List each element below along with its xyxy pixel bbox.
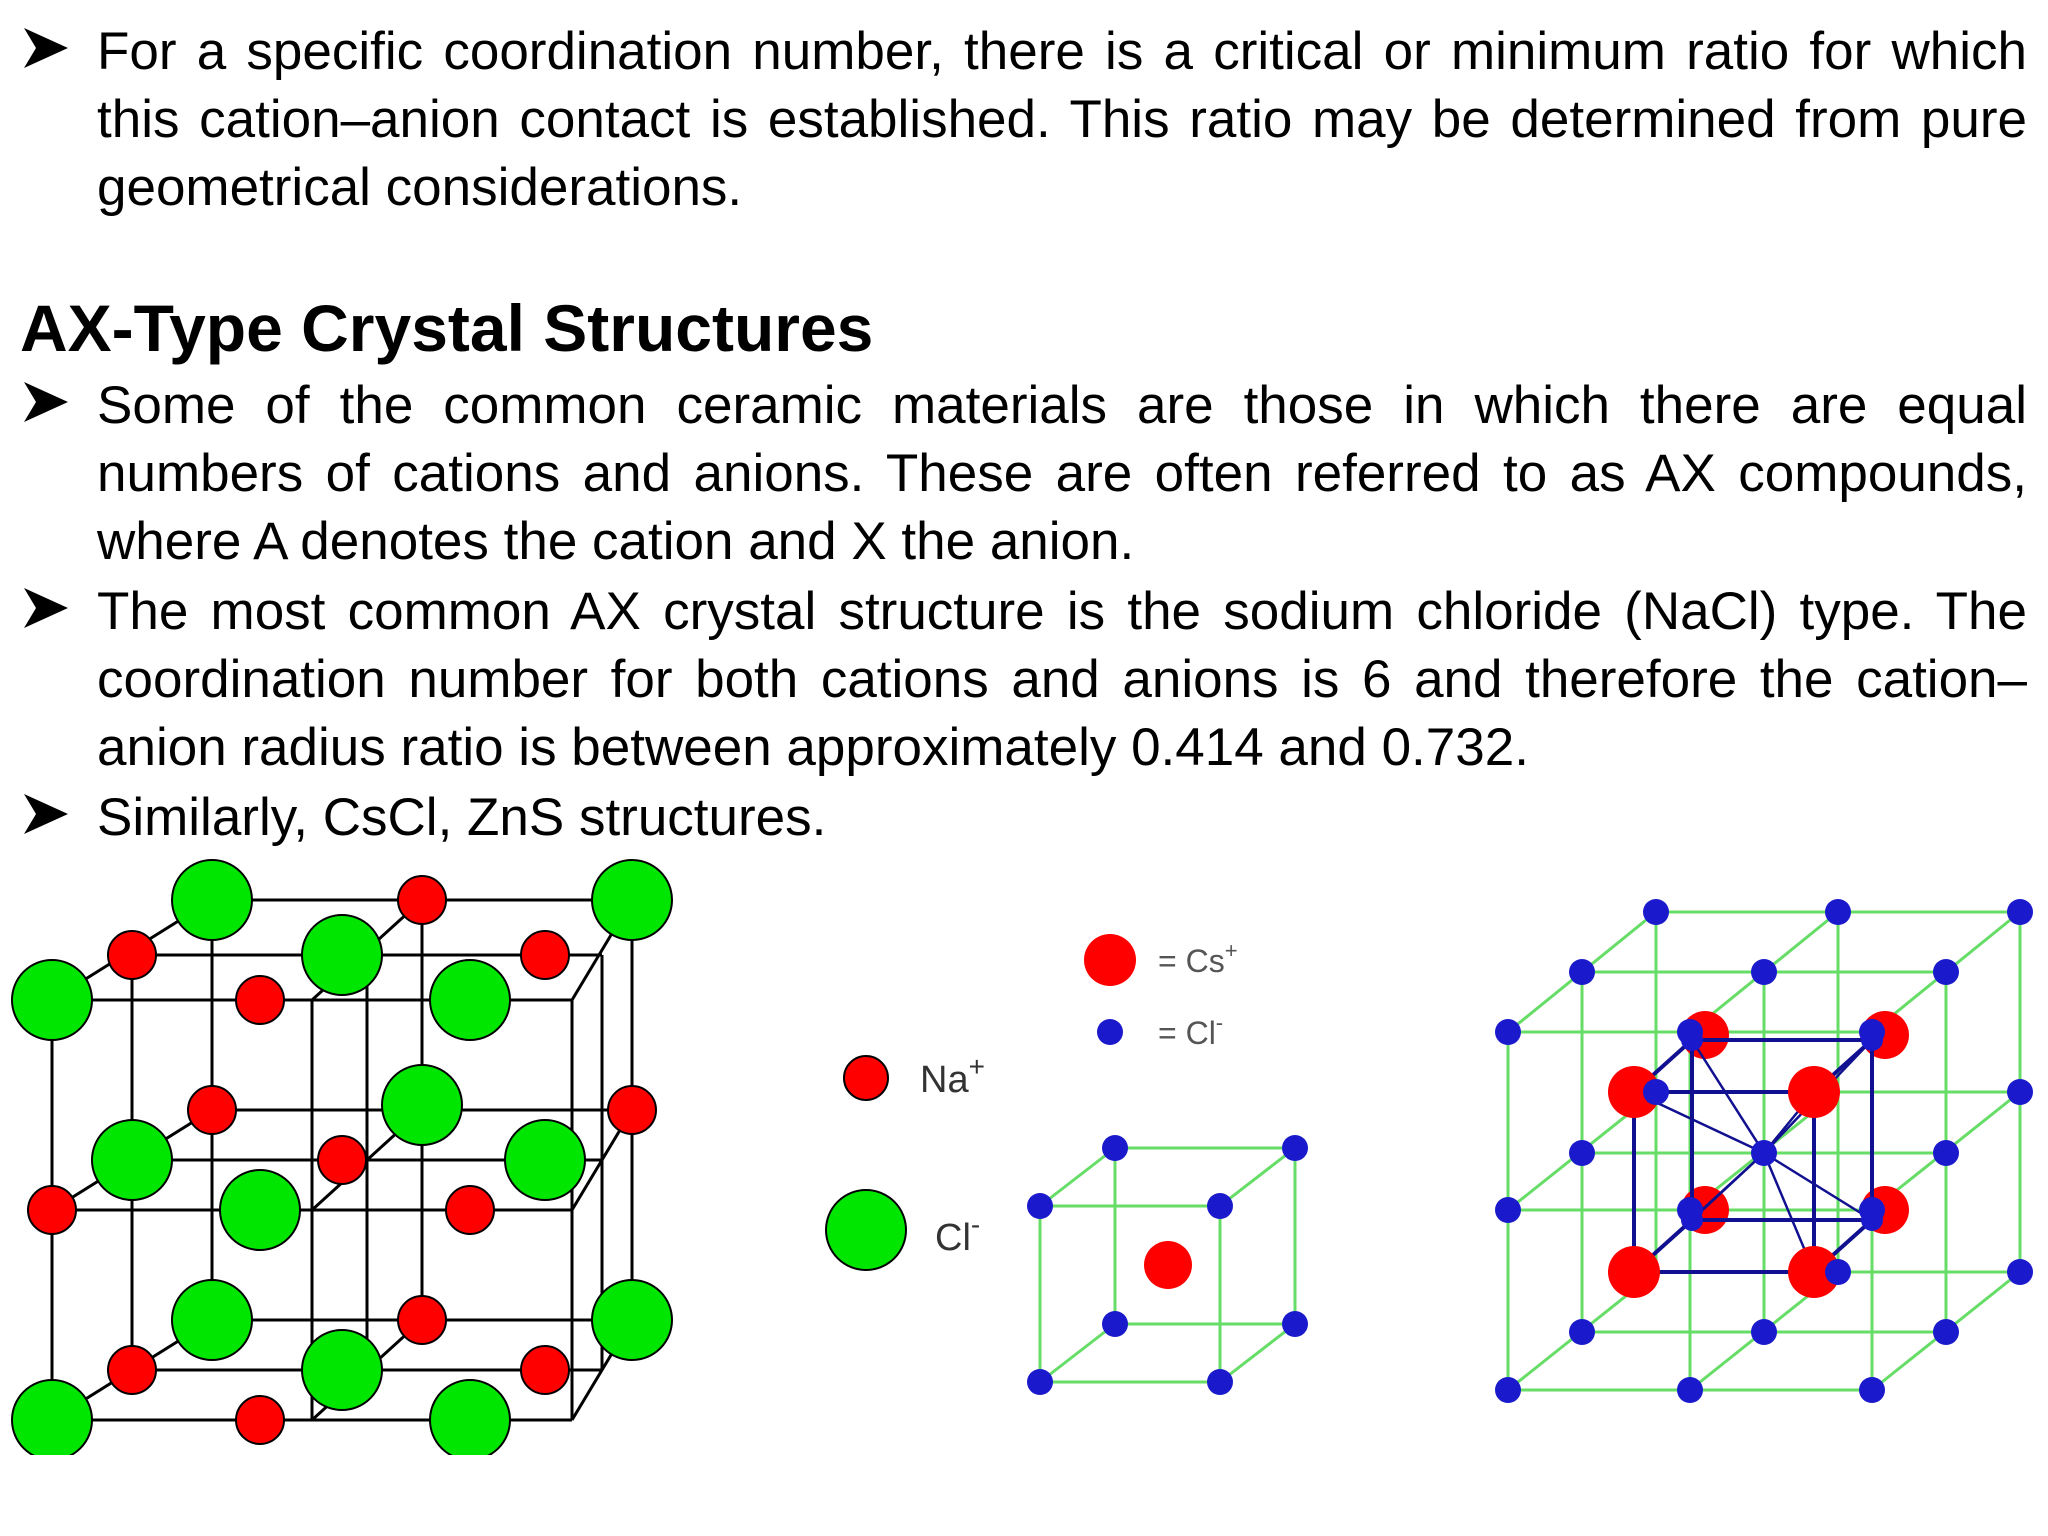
chloride-ion-blue [1495, 1377, 1521, 1403]
chloride-ion [172, 1280, 252, 1360]
chloride-ion-blue [1751, 1319, 1777, 1345]
sodium-ion [236, 976, 284, 1024]
chloride-ion-blue [2007, 1079, 2033, 1105]
nacl-lattice [12, 860, 672, 1455]
chloride-ion-blue [1495, 1197, 1521, 1223]
chloride-ion-blue [2007, 1259, 2033, 1285]
chloride-ion-blue [1569, 1140, 1595, 1166]
chloride-ion [592, 860, 672, 940]
sodium-ion [608, 1086, 656, 1134]
legend-cl-charge: - [1215, 1010, 1224, 1035]
sodium-ion [318, 1136, 366, 1184]
svg-text:Cl- [935, 1209, 980, 1259]
chloride-ion-blue [1102, 1135, 1128, 1161]
sodium-ion [236, 1396, 284, 1444]
sodium-ion [28, 1186, 76, 1234]
sodium-ion [108, 931, 156, 979]
chloride-ion-blue [1643, 1079, 1669, 1105]
chloride-ion [592, 1280, 672, 1360]
chloride-ion [430, 1380, 510, 1455]
intro-bullet-text: For a specific coordination number, there is a critical or minimum ratio for which this cation–anion contact is established. This ratio may be determined from pure geometrical considerations. [97, 22, 2027, 217]
legend-chloride-charge: - [970, 1209, 981, 1240]
arrowhead-bullet-icon [22, 792, 70, 836]
svg-text:= Cl- [1158, 1010, 1223, 1051]
sodium-ion [398, 1296, 446, 1344]
chloride-ion-blue [1027, 1193, 1053, 1219]
chloride-ion-blue [1207, 1369, 1233, 1395]
arrowhead-bullet-icon [22, 26, 70, 70]
chloride-ion [220, 1170, 300, 1250]
cesium-ion [1608, 1246, 1660, 1298]
chloride-ion [12, 1380, 92, 1455]
chloride-ion [12, 960, 92, 1040]
bullet-text: Similarly, CsCl, ZnS structures. [97, 788, 827, 847]
chloride-ion-blue [2007, 899, 2033, 925]
chloride-ion-blue [1933, 1140, 1959, 1166]
chloride-ion-blue [1207, 1193, 1233, 1219]
legend-sodium-charge: + [968, 1051, 985, 1082]
sodium-ion [521, 931, 569, 979]
chloride-ion-blue [1681, 1209, 1703, 1231]
chloride-ion [382, 1065, 462, 1145]
chloride-ion-blue [1861, 1029, 1883, 1051]
arrowhead-bullet-icon [22, 586, 70, 630]
cesium-ion [1788, 1066, 1840, 1118]
chloride-ion [302, 1330, 382, 1410]
legend-cl-swatch [1097, 1019, 1123, 1045]
chloride-ion-blue [1677, 1377, 1703, 1403]
legend-cl-label: = Cl [1158, 1015, 1216, 1051]
cscl-legend [1084, 934, 1238, 1051]
legend-cesium-swatch [1084, 934, 1136, 986]
chloride-ion-blue [1027, 1369, 1053, 1395]
legend-cesium-charge: + [1224, 938, 1238, 963]
chloride-ion-blue [1681, 1029, 1703, 1051]
legend-chloride-swatch [826, 1190, 906, 1270]
chloride-ion-blue [1859, 1377, 1885, 1403]
chloride-ion-blue [1102, 1311, 1128, 1337]
chloride-ion-blue [1751, 1140, 1777, 1166]
arrowhead-bullet-icon [22, 380, 70, 424]
cesium-ion [1144, 1241, 1192, 1289]
extended-lattice-cl-ions [1495, 899, 2033, 1403]
sodium-ion [398, 876, 446, 924]
sodium-ion [108, 1346, 156, 1394]
bullet-text: The most common AX crystal structure is the sodium chloride (NaCl) type. The coordination number for both cations and anions is 6 and therefore the cation–anion radius ratio is between approximately 0.414 and 0.732. [97, 582, 2027, 777]
chloride-ion-blue [1495, 1019, 1521, 1045]
sodium-ion [188, 1086, 236, 1134]
chloride-ion-blue [1825, 1259, 1851, 1285]
chloride-ion-blue [1282, 1135, 1308, 1161]
nacl-legend [826, 1051, 985, 1270]
section-heading: AX-Type Crystal Structures [20, 291, 874, 365]
chloride-ion-blue [1825, 899, 1851, 925]
chloride-ion-blue [1643, 899, 1669, 925]
chloride-ion-blue [1861, 1209, 1883, 1231]
legend-sodium-label: Na [920, 1059, 969, 1101]
sodium-ion [446, 1186, 494, 1234]
legend-cesium-label: = Cs [1158, 943, 1225, 979]
svg-text:= Cs+ [1158, 938, 1238, 979]
chloride-ion [172, 860, 252, 940]
legend-sodium-swatch [844, 1056, 888, 1100]
cscl-extended-lattice [1495, 899, 2033, 1403]
crystal-structures-figure [0, 855, 2048, 1455]
chloride-ion [430, 960, 510, 1040]
legend-chloride-label: Cl [935, 1217, 971, 1259]
chloride-ion [505, 1120, 585, 1200]
sodium-ion [521, 1346, 569, 1394]
cscl-unit-cell [1027, 1135, 1308, 1395]
svg-text:Na+ [920, 1051, 985, 1101]
chloride-ion [302, 915, 382, 995]
chloride-ion [92, 1120, 172, 1200]
chloride-ion-blue [1569, 959, 1595, 985]
chloride-ion-blue [1933, 959, 1959, 985]
chloride-ion-blue [1933, 1319, 1959, 1345]
chloride-ion-blue [1282, 1311, 1308, 1337]
chloride-ion-blue [1751, 959, 1777, 985]
chloride-ion-blue [1569, 1319, 1595, 1345]
bullet-text: Some of the common ceramic materials are those in which there are equal numbers of cations and anions. These are often referred to as AX compounds, where A denotes the cation and X the anion. [97, 376, 2027, 571]
